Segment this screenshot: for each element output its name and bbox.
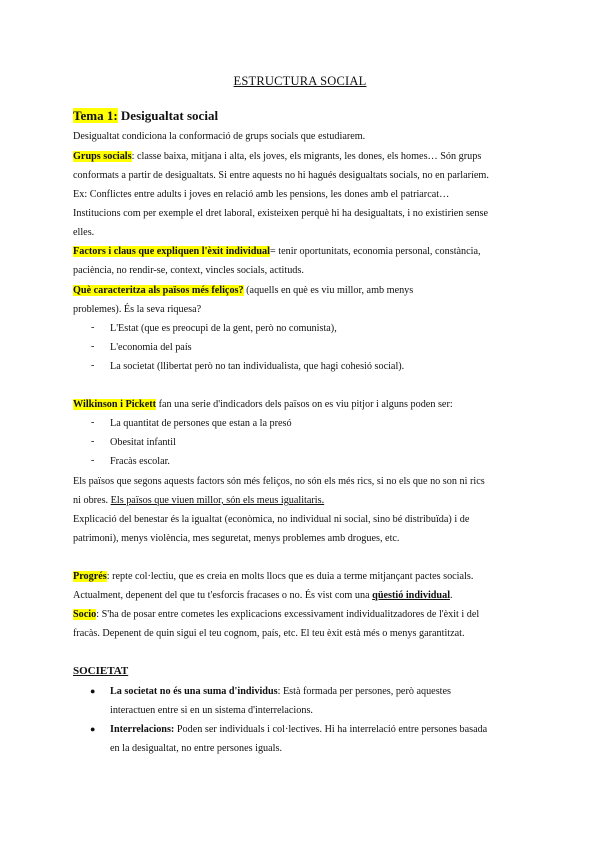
que-item-2: L'economia del país — [110, 342, 192, 353]
que-item-3: La societat (llibertat però no tan individualista, que hagi cohesió social). — [110, 361, 405, 372]
dash-marker: - — [91, 417, 95, 428]
bullet-2-line-1: Interrelacions: Poden ser individuals i col·lectives. Hi ha interrelació entre persones basada — [110, 724, 488, 735]
que-label: Què caracteritza als països més feliços? — [73, 285, 244, 296]
que-line-1: Què caracteritza als països més feliços? (aquells en què es viu millor, amb menys — [73, 285, 414, 296]
grups-label: Grups socials — [73, 151, 132, 162]
b1-label: La societat no és una suma d'individus — [110, 686, 278, 697]
institucions-line-2: elles. — [73, 227, 95, 238]
bullet-icon: ● — [90, 686, 96, 696]
institucions-line-1: Institucions com per exemple el dret laboral, existeixen perquè hi ha desigualtats, i no existirien sense — [73, 208, 489, 219]
actual-line: Actualment, depenent del que tu t'esforcis fracases o no. És vist com una qüestió individual. — [73, 590, 453, 601]
questio-individual: qüestió individual — [372, 590, 451, 601]
wp-item-1: La quantitat de persones que estan a la presó — [110, 418, 292, 429]
tema-label: Tema 1: — [73, 108, 118, 123]
tema-title: Desigualtat social — [117, 108, 219, 123]
dash-marker: - — [91, 360, 95, 371]
que-line-2: problemes). És la seva riquesa? — [73, 304, 202, 315]
factors-line-1: Factors i claus que expliquen l'èxit individual= tenir oportunitats, economia personal, constància, — [73, 246, 481, 257]
wp-item-2: Obesitat infantil — [110, 437, 176, 448]
bullet-icon: ● — [90, 724, 96, 734]
els-line-2: ni obres. Els països que viuen millor, són els meus igualitaris. — [73, 495, 325, 506]
tema-heading — [73, 108, 218, 124]
b2-label: Interrelacions: — [110, 724, 175, 735]
dash-marker: - — [91, 341, 95, 352]
socio-line-2: fracàs. Depenent de quin sigui el teu cognom, país, etc. El teu èxit està més o menys garantitzat. — [73, 628, 465, 639]
section-heading-societat: SOCIETAT — [73, 665, 129, 677]
dash-marker: - — [91, 455, 95, 466]
progres-line: Progrés: repte col·lectiu, que es creia en molts llocs que es duia a terme mitjançant pactes socials. — [73, 571, 474, 582]
els-underlined: Els països que viuen millor, són els meus igualitaris. — [110, 495, 325, 506]
factors-label: Factors i claus que expliquen l'èxit individual — [73, 246, 270, 257]
bullet-1-line-1: La societat no és una suma d'individus: Està formada per persones, però aquestes — [110, 686, 451, 697]
socio-line-1: Socio: S'ha de posar entre cometes les explicacions excessivament individualitzadores de l'èxit i del — [73, 609, 480, 620]
grups-line-1: Grups socials: classe baixa, mitjana i alta, els joves, els migrants, les dones, els homes… Són grups — [73, 151, 482, 162]
wp-line: Wilkinson i Pickett fan una serie d'indicadors dels països on es viu pitjor i alguns poden ser: — [73, 399, 453, 410]
factors-line-2: paciència, no rendir-se, context, vincles socials, actituds. — [73, 265, 304, 276]
paragraph-intro: Desigualtat condiciona la conformació de grups socials que estudiarem. — [73, 131, 366, 142]
document-title: ESTRUCTURA SOCIAL — [233, 74, 367, 88]
que-item-1: L'Estat (que es preocupi de la gent, però no comunista), — [110, 323, 337, 334]
bullet-2-line-2: en la desigualtat, no entre persones iguals. — [110, 743, 283, 754]
expl-line-2: patrimoni), menys violència, mes seguretat, menys problemes amb drogues, etc. — [73, 533, 400, 544]
dash-marker: - — [91, 322, 95, 333]
socio-label: Socio — [73, 609, 97, 620]
wp-item-3: Fracàs escolar. — [110, 456, 170, 467]
wp-label: Wilkinson i Pickett — [73, 399, 157, 410]
progres-label: Progrés — [73, 571, 107, 582]
bullet-1-line-2: interactuen entre si en un sistema d'interrelacions. — [110, 705, 313, 716]
els-line-1: Els països que segons aquests factors són més feliços, no són els més rics, si no els que no son ni rics — [73, 476, 485, 487]
example-line: Ex: Conflictes entre adults i joves en relació amb les pensions, les dones amb el patriarcat… — [73, 189, 450, 200]
dash-marker: - — [91, 436, 95, 447]
expl-line-1: Explicació del benestar és la igualtat (econòmica, no individual ni social, sino bé distribuïda) i de — [73, 514, 470, 525]
grups-line-2: conformats a partir de desigualtats. Si entre aquests no hi hagués desigualtats socials, no en parlaríem. — [73, 170, 489, 181]
